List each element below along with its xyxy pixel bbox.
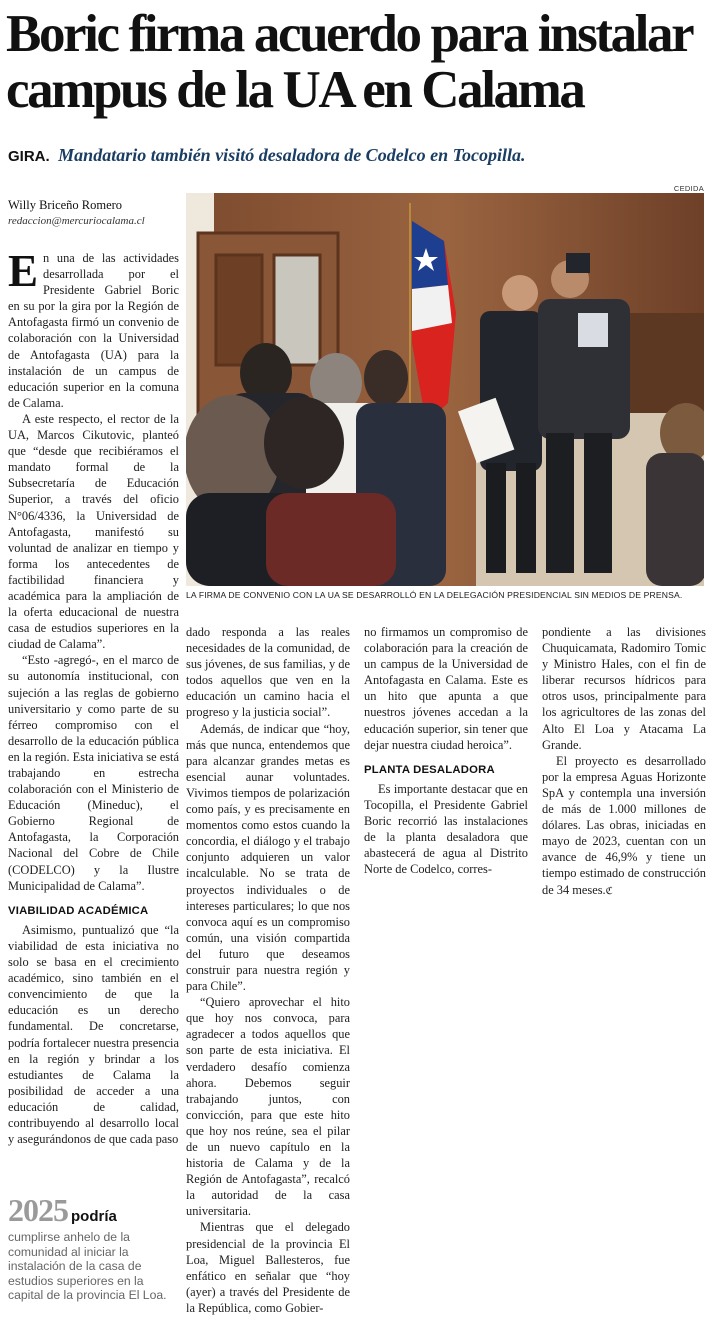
article-column-2 [186, 624, 350, 1316]
headline: Boric firma acuerdo para instalar campus de la UA en Calama [6, 5, 692, 119]
pull-quote-text: cumplirse anhelo de la comunidad al iniciar la instalación de la casa de estudios superiores en la capital de la provincia El Loa. [8, 1230, 167, 1303]
article-column-3 [364, 624, 528, 877]
photo-credit: CEDIDA [673, 184, 704, 193]
paragraph: no firmamos un compromiso de colaboración para la creación de un campus de la Universidad de Antofagasta en Calama. Este es un hito que apunta a que nuestros jóvenes accedan a la educación superior, sin tener que dejar nuestra ciudad heroica”. [364, 625, 528, 752]
subheadline-text: Mandatario también visitó desaladora de Codelco en Tocopilla. [58, 145, 526, 165]
lead-paragraph [8, 246, 179, 411]
pull-quote [8, 1192, 180, 1303]
photo-caption: LA FIRMA DE CONVENIO CON LA UA SE DESARROLLÓ EN LA DELEGACIÓN PRESIDENCIAL SIN MEDIOS DE PRENSA. [186, 590, 683, 600]
paragraph-text: El proyecto es desarrollado por la empresa Aguas Horizonte SpA y contempla una inversión de más de 1.000 millones de dólares. Las obras, iniciadas en mayo de 2023, cuentan con un avance de 46,9% y tiene un tiempo estimado de construcción de 34 meses. [542, 753, 706, 897]
paragraph: Además, de indicar que “hoy, más que nunca, entendemos que para alcanzar grandes metas es esencial aunar voluntades. Vivimos tiempos de polarización como país, y es precisamente en momentos como estos cuando la concordia, el diálogo y el trabajo conjunto adquieren un valor incalculable. No se trata de proyectos individuales o de intereses particulares; lo que nos convoca aquí es un compromiso común, una visión compartida del futuro que deseamos construir para nuestra región y para Chile”. [186, 721, 350, 994]
paragraph: pondiente a las divisiones Chuquicamata, Radomiro Tomic y Ministro Hales, con el fin de liberar recursos hídricos para otros usos, principalmente para los agricultores de las zonas del Alto El Loa y Atacama La Grande. [542, 625, 706, 752]
section-heading: VIABILIDAD ACADÉMICA [8, 904, 149, 917]
article-column-1 [8, 246, 179, 1147]
paragraph: dado responda a las reales necesidades de la comunidad, de sus jóvenes, de sus familias, y de todos aquellos que ven en la educación un camino hacia el progreso y la justicia social”. [186, 625, 350, 720]
paragraph: “Quiero aprovechar el hito que hoy nos convoca, para agradecer a todos aquellos que son parte de esta iniciativa. El verdadero desafío comienza ahora. Debemos seguir trabajando juntos, con convicción, para que este hito que hoy nos reúne, sea el pilar de un nuevo capítulo en la historia de Calama y de la Región de Antofagasta”, recalcó la autoridad de la casa universitaria. [186, 995, 350, 1219]
paragraph: “Esto -agregó-, en el marco de su autonomía institucional, con sujeción a las reglas de gobierno universitario y como parte de su férreo compromiso con el desarrollo de la educación pública en la región. Esta iniciativa se está trabajando en estrecha colaboración con el Ministerio de Educación (Mineduc), el Gobierno Regional de Antofagasta, la Corporación Nacional del Cobre de Chile (CODELCO) y la Ilustre Municipalidad de Calama”. [8, 653, 179, 893]
article-column-4 [542, 624, 706, 900]
drop-cap: E [8, 246, 39, 296]
subheadline [8, 144, 708, 168]
subheadline-kicker: GIRA. [8, 148, 50, 165]
paragraph: Mientras que el delegado presidencial de la provincia El Loa, Miguel Ballesteros, fue enfático en señalar que “hoy (ayer) a través del Presidente de la República, como Gobier- [186, 1220, 350, 1315]
paragraph: A este respecto, el rector de la UA, Marcos Cikutovic, planteó que “desde que recibiéramos el mandato formal de la Subsecretaría de Educación Superior, a través del oficio N°06/4336, la Universidad de Antofagasta, manifestó su voluntad de analizar en tiempo y forma los antecedentes de factibilidad financiera y académica para la ampliación de la oferta educacional de nuestra casa de estudios superiores en la ciudad de Calama”. [8, 411, 179, 652]
section-heading: PLANTA DESALADORA [364, 763, 495, 776]
pull-quote-word: podría [71, 1208, 117, 1225]
paragraph: Asimismo, puntualizó que “la viabilidad de esta iniciativa no solo se basa en el crecimiento académico, sino también en el convencimiento de que la educación es un derecho fundamental. De concretarse, podría fortalecer nuestra presencia en la región y brindar a los estudiantes de Calama la posibilidad de acceder a una educación de calidad, contribuyendo al desarrollo local y asegurándonos de que cada paso [8, 922, 179, 1147]
article-photo [186, 193, 704, 586]
byline-email: redaccion@mercuriocalama.cl [8, 215, 145, 227]
end-mark-icon: ℭ [605, 885, 613, 897]
paragraph: Es importante destacar que en Tocopilla, el Presidente Gabriel Boric recorrió las instalaciones de la planta desaladora que abastecerá de agua al Distrito Norte de Codelco, corres- [364, 781, 528, 877]
byline-author: Willy Briceño Romero [8, 198, 123, 212]
photo-illustration [186, 193, 704, 586]
paragraph [542, 753, 706, 900]
lead-paragraph-text: n una de las actividades desarrollada por el Presidente Gabriel Boric en su por la gira por la Región de Antofagasta firmó un convenio de colaboración con la Universidad de Antofagasta (UA) para la instalación de un campus de educación superior en la comuna de Calama. [8, 251, 179, 410]
pull-quote-number: 2025 [8, 1192, 68, 1228]
